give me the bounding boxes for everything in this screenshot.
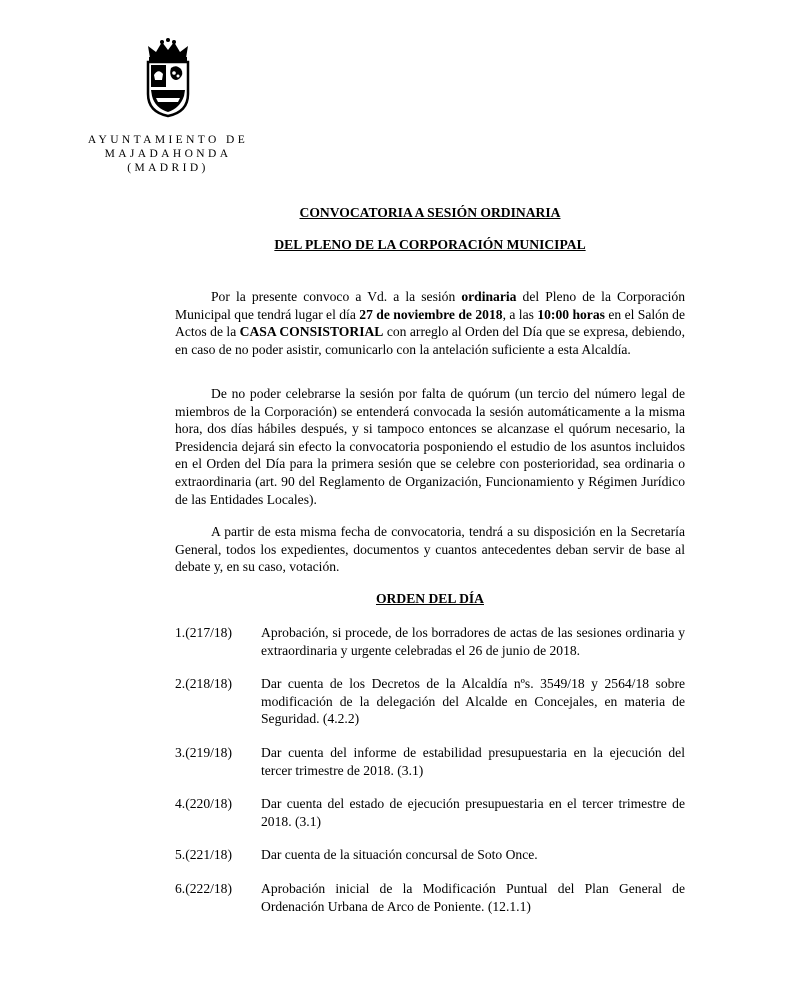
agenda-item-text: Dar cuenta de la situación concursal de Soto Once. (261, 847, 538, 863)
agenda-item (175, 624, 685, 659)
org-name-line: AYUNTAMIENTO DE (87, 134, 249, 146)
agenda-item-text: Dar cuenta del estado de ejecución presupuestaria en el tercer trimestre de 2018. (3.1) (261, 796, 685, 829)
p1-bold-session: ordinaria (461, 289, 517, 304)
coat-of-arms-icon (140, 38, 196, 118)
paragraph-documents: A partir de esta misma fecha de convocatoria, tendrá a su disposición en la Secretaría General, todos los expedientes, documentos y cuantos antecedentes deban servir de base al debate y, en su caso, votación. (175, 524, 685, 575)
organization-header (70, 133, 266, 175)
agenda-item (175, 675, 685, 728)
agenda-item-number: 4.(220/18) (175, 796, 233, 812)
document-title: CONVOCATORIA A SESIÓN ORDINARIA (299, 205, 561, 220)
p1-bold-date: 27 de noviembre de 2018 (359, 306, 503, 322)
org-city-line: MAJADAHONDA (104, 148, 232, 160)
agenda-item-text: Dar cuenta de los Decretos de la Alcaldía nºs. 3549/18 y 2564/18 sobre modificación de la delegación del Alcalde en Concejales, en materia de Seguridad. (4.2.2) (261, 676, 685, 727)
agenda-item (175, 846, 685, 864)
agenda-item-text: Aprobación inicial de la Modificación Puntual del Plan General de Ordenación Urbana de Arco de Poniente. (12.1.1) (261, 880, 685, 914)
agenda-item-text: Dar cuenta del informe de estabilidad presupuestaria en la ejecución del tercer trimestre de 2018. (3.1) (261, 744, 685, 778)
agenda-item (175, 795, 685, 830)
agenda-item-number: 6.(222/18) (175, 880, 233, 896)
p1-bold-time: 10:00 horas (537, 306, 605, 322)
agenda-list (175, 624, 685, 931)
org-region-line: (MADRID) (127, 162, 209, 174)
p1-text: , a las (502, 306, 538, 322)
p1-text: con arreglo al Orden del Día que se expresa, debiendo, en caso de no poder asistir, comunicarlo con la antelación suficiente a esta Alcaldía. (175, 324, 685, 357)
document-subtitle: DEL PLENO DE LA CORPORACIÓN MUNICIPAL (274, 237, 586, 252)
paragraph-quorum: De no poder celebrarse la sesión por falta de quórum (un tercio del número legal de miembros de la Corporación) se entenderá convocada la sesión automáticamente a la misma hora, dos días hábiles después, y si tampoco entonces se alcanzase el quórum necesario, la Presidencia dejará sin efecto la convocatoria posponiendo el estudio de los asuntos incluidos en el Orden del Día para la primera sesión que se celebre con posterioridad, sea ordinaria o extraordinaria (art. 90 del Reglamento de Organización, Funcionamiento y Régimen Jurídico de las Entidades Locales). (175, 386, 685, 507)
agenda-item-number: 2.(218/18) (175, 676, 233, 692)
agenda-item (175, 880, 685, 915)
agenda-item-number: 5.(221/18) (175, 847, 233, 863)
agenda-item (175, 744, 685, 779)
p1-text: del Pleno de la Corporación Municipal que tendrá lugar el día (175, 289, 685, 322)
agenda-item-number: 3.(219/18) (175, 744, 233, 760)
agenda-item-text: Aprobación, si procede, de los borradores de actas de las sesiones ordinaria y extraordinaria y urgente celebradas el 26 de junio de 2018. (261, 625, 685, 658)
p1-text: Por la presente convoco a Vd. a la sesión (211, 289, 462, 304)
paragraph-convocation (175, 288, 685, 358)
p1-text: en el Salón de Actos de la (175, 306, 686, 340)
agenda-heading: ORDEN DEL DÍA (375, 591, 484, 606)
agenda-item-number: 1.(217/18) (175, 625, 233, 640)
p1-bold-place: CASA CONSISTORIAL (239, 324, 384, 340)
